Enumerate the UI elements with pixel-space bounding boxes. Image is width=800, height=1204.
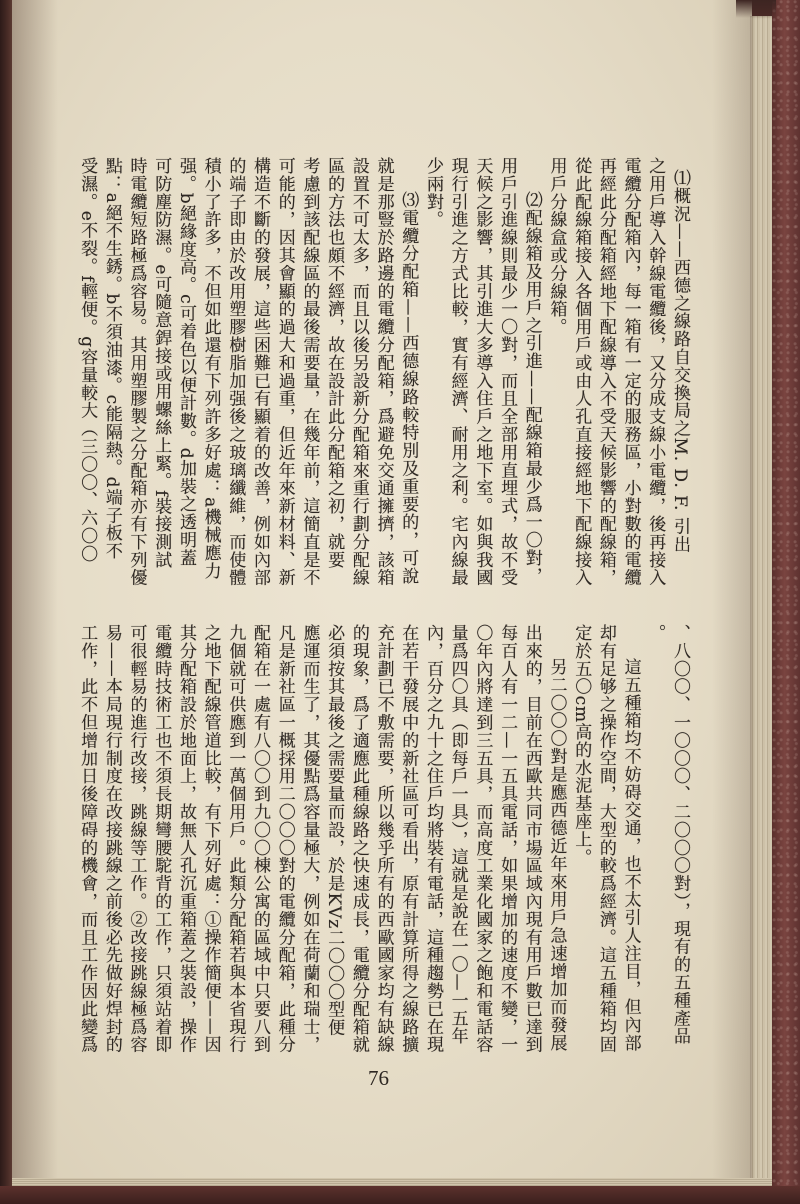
lower-text-column: 却有足够之操作空間，大型的較爲經濟。這五種箱均固 (595, 624, 616, 1054)
lower-text-column: 電纜時技術工也不須長期彎腰駝背的工作，只須站着即 (151, 624, 172, 1054)
upper-text-column: 區的方法也頗不經濟，故在設計此分配箱之初，就要 (324, 157, 345, 569)
page-number: 76 (368, 1066, 389, 1090)
book-cover-bottom (0, 1186, 800, 1204)
upper-text-column: 之用戶導入幹線電纜後，又分成支線小電纜，後再接入 (645, 157, 666, 587)
lower-text-column: 工作，此不但增加日後障碍的機會，而且工作因此變爲 (77, 624, 98, 1054)
lower-text-column: 之地下配線管道比較，有下列好處：①操作簡便——因 (200, 624, 221, 1054)
upper-text-column: 用戶引進線則最少一〇對，而且全部用直埋式，故不受 (497, 157, 518, 587)
upper-text-column: 考慮到該配線區的最後需要量，在幾年前，這簡直是不 (299, 157, 320, 587)
book-cover-left (0, 0, 12, 1204)
upper-text-column: 構造不斷的發展，這些困難已有顯着的改善，例如內部 (250, 157, 271, 587)
upper-text-column: 可能的，因其會顯的過大和過重，但近年來新材料、新 (274, 157, 295, 587)
lower-text-column: 充計劃已不敷需要，所以幾乎所有的西歐國家均有缺線 (373, 624, 394, 1054)
lower-text-column: 的現象，爲了適應此種線路之快速成長，電纜分配箱就 (348, 624, 369, 1054)
lower-text-column: 內，百分之九十之住戶均將裝有電話，這種趨勢已在現 (422, 624, 443, 1054)
lower-text-column: 出來的，目前在西歐共同市場區域內現有用戶數已達到 (521, 624, 542, 1054)
lower-text-column: 。 (645, 624, 666, 642)
upper-text-column: ⑶電纜分配箱——西德線路較特別及重要的，可說 (398, 191, 419, 585)
upper-text-column: 用戶分線盒或分線箱。 (546, 157, 567, 336)
page-stack-edge-bottom (12, 1178, 772, 1186)
upper-text-column: 天候之影響，其引進大多導入住戶之地下室。如與我國 (472, 157, 493, 587)
upper-text-column: 少兩對。 (422, 157, 443, 229)
gutter-shadow (12, 0, 58, 1180)
lower-text-column: 可很輕易的進行改接，跳線等工作。②改接跳線極爲容 (126, 624, 147, 1054)
upper-text-column: 電纜分配箱內，每一箱有一定的服務區，小對數的電纜 (620, 157, 641, 587)
upper-text-column: 受濕。e不裂。f輕便。g容量較大（三〇〇、六〇〇 (77, 157, 98, 563)
lower-text-column: 量爲四〇具（即每戶一具），這就是說在一〇—一五年 (447, 624, 468, 1046)
lower-text-column: 另二〇〇〇對是應西德近年來用戶急速增加而發展 (546, 658, 567, 1052)
lower-text-column: 易——本局現行制度在改接跳線之前後必先做好焊封的 (101, 624, 122, 1054)
page-edge-shade (712, 0, 752, 1180)
corner-shadow (736, 0, 776, 18)
lower-text-column: 定於五〇cm高的水泥基座上。 (571, 624, 592, 867)
lower-text-column: 、八〇〇、一〇〇〇、二〇〇〇對），現有的五種產品 (670, 624, 690, 1046)
upper-text-column: 的端子即由於改用塑膠樹脂加强後之玻璃纖維，而使體 (225, 157, 246, 587)
upper-text-column: 點：a絕不生銹。b不須油漆。c能隔熱。d端子板不 (101, 157, 122, 561)
book-cover-right (772, 0, 800, 1204)
lower-text-block (74, 624, 692, 1056)
upper-text-column: 從此配線箱接入各個用戶或由人孔直接經地下配線接入 (571, 157, 592, 587)
lower-text-column: 這五種箱均不妨碍交通，也不太引人注目，但內部 (620, 658, 641, 1052)
upper-text-column: 時電纜短路極爲容易。其用塑膠製之分配箱亦有下列優 (126, 157, 147, 587)
upper-text-block (74, 157, 692, 597)
lower-text-column: 其分配箱設於地面上，故無人孔沉重箱蓋之裝設，操作 (175, 624, 196, 1054)
upper-text-column: 再經此分配箱經地下配線導入不受天候影響的配線箱， (595, 157, 616, 587)
upper-text-column: 積小了許多，不但如此還有下列許多好處：a機械應力 (200, 157, 221, 580)
upper-text-column: 現行引進之方式比較，實有經濟、耐用之利。宅內線最 (447, 157, 468, 587)
upper-text-column: 强。b絕緣度高。c可着色以便計數。d加裝之透明蓋 (175, 157, 196, 567)
lower-text-column: 每百人有一二—一五具電話，如果增加的速度不變，一 (497, 624, 518, 1054)
lower-text-column: 在若干發展中的新社區可看出，原有計算所得之線路擴 (398, 624, 419, 1054)
lower-text-column: 必須按其最後之需要量而設，於是KVz二〇〇〇型便 (324, 624, 345, 1037)
upper-text-column: 設置不可太多，而且以後另設新分配箱來重行劃分配線 (348, 157, 369, 587)
upper-text-column: ⑴概況——西德之線路自交換局之M. D. F. 引出 (670, 168, 690, 554)
page-stack-edge-right (750, 16, 772, 1184)
upper-text-column: ⑵配線箱及用戶之引進——配線箱最少爲一〇對， (521, 191, 542, 585)
lower-text-column: 〇年內將達到三五具，而高度工業化國家之飽和電話容 (472, 624, 493, 1054)
lower-text-column: 凡是新社區一概採用二〇〇〇對的電纜分配箱，此種分 (274, 624, 295, 1054)
lower-text-column: 配箱在一處有八〇〇到九〇〇棟公寓的區域中只要八到 (250, 624, 271, 1054)
upper-text-column: 就是那豎於路邊的電纜分配箱，爲避免交通擁擠，該箱 (373, 157, 394, 587)
lower-text-column: 應運而生了，其優點爲容量極大，例如在荷蘭和瑞士， (299, 624, 320, 1054)
upper-text-column: 可防塵防濕。e可隨意銲接或用螺絲上緊。f裝接測試 (151, 157, 172, 569)
lower-text-column: 九個就可供應到一萬個用戶。此類分配箱若與本省現行 (225, 624, 246, 1054)
